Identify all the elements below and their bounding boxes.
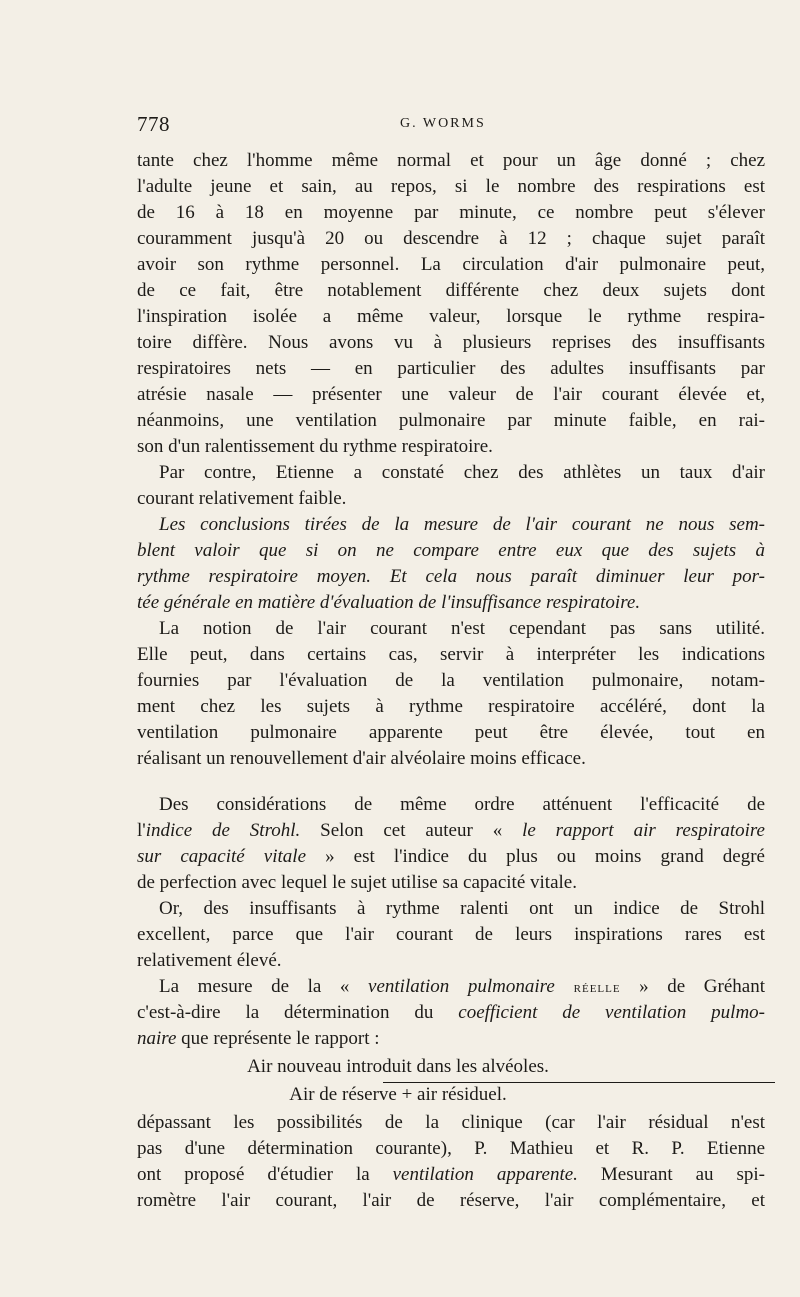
text-line: Par contre, Etienne a constaté chez des athlètes un taux d'air	[159, 462, 765, 483]
text-run: Selon cet auteur «	[300, 820, 523, 841]
page-number: 778	[137, 112, 170, 136]
text-line	[137, 818, 765, 844]
text-run: c'est-à-dire la détermination du	[137, 1002, 459, 1023]
text-line	[137, 1026, 765, 1052]
text-line: excellent, parce que l'air courant de leurs inspirations rares est	[137, 924, 765, 945]
text-line: avoir son rythme personnel. La circulation d'air pulmonaire peut,	[137, 254, 765, 275]
text-line: l'adulte jeune et sain, au repos, si le nombre des respirations est	[137, 176, 765, 197]
text-line: néanmoins, une ventilation pulmonaire par minute faible, en rai-	[137, 410, 765, 431]
strohl-quote: sur capacité vitale	[137, 846, 306, 867]
text-line: atrésie nasale — présenter une valeur de l'air courant élevée et,	[137, 384, 765, 405]
text-line: couramment jusqu'à 20 ou descendre à 12 ; chaque sujet paraît	[137, 228, 765, 249]
text-line: Des considérations de même ordre atténuent l'efficacité de	[159, 794, 765, 815]
text-run: » de Gréhant	[620, 976, 765, 997]
text-run: » est l'indice du plus ou moins grand degré	[306, 846, 765, 867]
text-line: tante chez l'homme même normal et pour un âge donné ; chez	[137, 150, 765, 171]
text-line: réalisant un renouvellement d'air alvéolaire moins efficace.	[137, 748, 586, 769]
text-line: de 16 à 18 en moyenne par minute, ce nombre peut s'élever	[137, 202, 765, 223]
text-line	[137, 844, 765, 870]
text-line: toire diffère. Nous avons vu à plusieurs reprises des insuffisants	[137, 332, 765, 353]
text-line	[137, 1162, 765, 1188]
formula-numerator: Air nouveau introduit dans les alvéoles.	[247, 1056, 549, 1077]
text-run: que représente le rapport :	[176, 1028, 380, 1049]
term-coefficient: coefficient de ventilation pulmo-	[458, 1002, 765, 1023]
term-reelle: réelle	[554, 979, 621, 996]
text-line: son d'un ralentissement du rythme respiratoire.	[137, 436, 493, 457]
text-line: ventilation pulmonaire apparente peut être élevée, tout en	[137, 722, 765, 743]
text-line: Or, des insuffisants à rythme ralenti ont un indice de Strohl	[159, 898, 765, 919]
text-line: ment chez les sujets à rythme respiratoire accéléré, dont la	[137, 696, 765, 717]
text-run: La mesure de la «	[159, 976, 369, 997]
text-line: fournies par l'évaluation de la ventilation pulmonaire, notam-	[137, 670, 765, 691]
paragraph-rythme	[137, 148, 765, 460]
ratio-formula	[137, 1054, 765, 1110]
paragraph-grehant	[137, 974, 765, 1052]
text-line	[137, 1000, 765, 1026]
paragraph-notion	[137, 616, 765, 772]
text-line: rythme respiratoire moyen. Et cela nous paraît diminuer leur por-	[137, 566, 765, 587]
strohl-quote: le rapport air respiratoire	[522, 820, 765, 841]
term-coefficient: naire	[137, 1028, 177, 1049]
text-run: ont proposé d'étudier la	[137, 1164, 393, 1185]
text-line: La notion de l'air courant n'est cependant pas sans utilité.	[159, 618, 765, 639]
text-line: Elle peut, dans certains cas, servir à interpréter les indications	[137, 644, 765, 665]
text-line: tée générale en matière d'évaluation de l'insuffisance respiratoire.	[137, 592, 641, 613]
text-line: Les conclusions tirées de la mesure de l'air courant ne nous sem-	[159, 514, 765, 535]
text-line: l'inspiration isolée a même valeur, lorsque le rythme respira-	[137, 306, 765, 327]
text-line: pas d'une détermination courante), P. Mathieu et R. P. Etienne	[137, 1138, 765, 1159]
term-ventilation-apparente: ventilation apparente.	[392, 1164, 578, 1185]
text-line: relativement élevé.	[137, 950, 282, 971]
text-run: Mesurant au spi-	[577, 1164, 765, 1185]
paragraph-mathieu	[137, 1110, 765, 1214]
paragraph-insuffisants	[137, 896, 765, 974]
strohl-index-term: indice de Strohl.	[145, 820, 301, 841]
running-head: G. WORMS	[400, 116, 486, 131]
text-line: dépassant les possibilités de la clinique (car l'air résidual n'est	[137, 1112, 765, 1133]
text-line: respiratoires nets — en particulier des adultes insuffisants par	[137, 358, 765, 379]
text-line	[137, 974, 765, 1000]
text-run: l'	[137, 820, 146, 841]
paragraph-strohl	[137, 792, 765, 896]
page-header	[137, 112, 765, 142]
text-line: courant relativement faible.	[137, 488, 347, 509]
text-line: blent valoir que si on ne compare entre eux que des sujets à	[137, 540, 765, 561]
text-line: romètre l'air courant, l'air de réserve, l'air complémentaire, et	[137, 1190, 765, 1211]
text-line: de ce fait, être notablement différente chez deux sujets dont	[137, 280, 765, 301]
paragraph-conclusions	[137, 512, 765, 616]
paragraph-etienne	[137, 460, 765, 512]
formula-denominator: Air de réserve + air résiduel.	[289, 1084, 507, 1105]
section-gap	[137, 772, 765, 792]
body-text	[137, 148, 765, 1214]
text-line: de perfection avec lequel le sujet utilise sa capacité vitale.	[137, 872, 577, 893]
term-ventilation: ventilation pulmonaire	[368, 976, 555, 997]
